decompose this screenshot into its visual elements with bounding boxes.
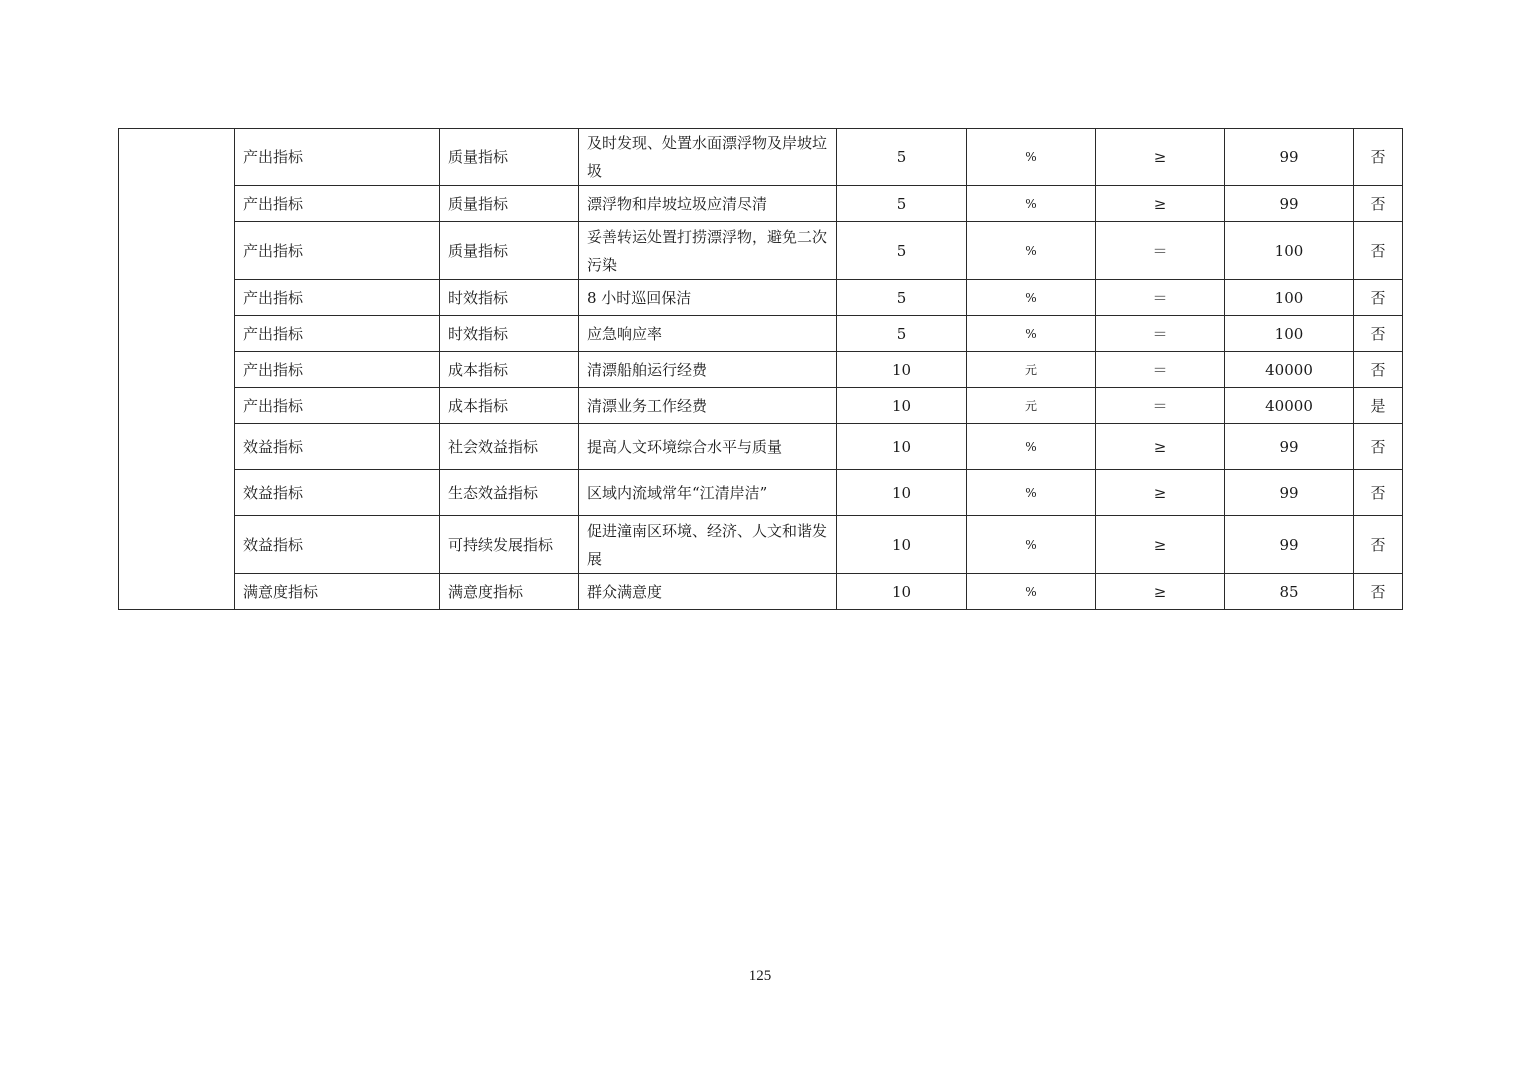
table-row xyxy=(119,186,1403,222)
unit-cell: 元 xyxy=(967,352,1096,388)
weight-cell: 10 xyxy=(837,388,967,424)
page-number: 125 xyxy=(748,968,772,984)
unit-cell: % xyxy=(967,574,1096,610)
target-value-cell: 99 xyxy=(1225,516,1354,574)
target-value-cell: 100 xyxy=(1225,280,1354,316)
target-value-cell: 40000 xyxy=(1225,352,1354,388)
operator-cell: ＝ xyxy=(1096,352,1225,388)
unit-cell: % xyxy=(967,129,1096,186)
operator-cell: ＝ xyxy=(1096,280,1225,316)
operator-cell: ＝ xyxy=(1096,316,1225,352)
flag-cell: 否 xyxy=(1354,574,1403,610)
flag-cell: 否 xyxy=(1354,352,1403,388)
level1-cell: 效益指标 xyxy=(235,424,440,470)
table-row xyxy=(119,470,1403,516)
level2-cell: 成本指标 xyxy=(440,388,579,424)
indicator-cell: 漂浮物和岸坡垃圾应清尽清 xyxy=(579,186,837,222)
operator-cell: ≥ xyxy=(1096,129,1225,186)
table-row xyxy=(119,388,1403,424)
operator-cell: ≥ xyxy=(1096,516,1225,574)
table-row xyxy=(119,222,1403,280)
weight-cell: 10 xyxy=(837,352,967,388)
operator-cell: ＝ xyxy=(1096,222,1225,280)
weight-cell: 5 xyxy=(837,129,967,186)
weight-cell: 5 xyxy=(837,316,967,352)
flag-cell: 否 xyxy=(1354,186,1403,222)
indicator-cell: 8 小时巡回保洁 xyxy=(579,280,837,316)
target-value-cell: 99 xyxy=(1225,424,1354,470)
weight-cell: 10 xyxy=(837,574,967,610)
table-row xyxy=(119,574,1403,610)
flag-cell: 否 xyxy=(1354,470,1403,516)
target-value-cell: 99 xyxy=(1225,129,1354,186)
indicator-cell: 清漂业务工作经费 xyxy=(579,388,837,424)
operator-cell: ＝ xyxy=(1096,388,1225,424)
unit-cell: % xyxy=(967,516,1096,574)
level1-cell: 产出指标 xyxy=(235,280,440,316)
table-row xyxy=(119,352,1403,388)
flag-cell: 否 xyxy=(1354,129,1403,186)
unit-cell: % xyxy=(967,222,1096,280)
table-row xyxy=(119,280,1403,316)
flag-cell: 否 xyxy=(1354,424,1403,470)
merged-blank-cell xyxy=(119,129,235,610)
table-row xyxy=(119,424,1403,470)
target-value-cell: 99 xyxy=(1225,470,1354,516)
level2-cell: 质量指标 xyxy=(440,222,579,280)
operator-cell: ≥ xyxy=(1096,470,1225,516)
unit-cell: % xyxy=(967,424,1096,470)
indicator-cell: 提高人文环境综合水平与质量 xyxy=(579,424,837,470)
level1-cell: 满意度指标 xyxy=(235,574,440,610)
level1-cell: 产出指标 xyxy=(235,129,440,186)
weight-cell: 10 xyxy=(837,470,967,516)
level1-cell: 效益指标 xyxy=(235,470,440,516)
level1-cell: 产出指标 xyxy=(235,316,440,352)
performance-indicator-table xyxy=(118,128,1403,610)
unit-cell: 元 xyxy=(967,388,1096,424)
table-row xyxy=(119,516,1403,574)
level1-cell: 产出指标 xyxy=(235,186,440,222)
operator-cell: ≥ xyxy=(1096,574,1225,610)
weight-cell: 5 xyxy=(837,280,967,316)
unit-cell: % xyxy=(967,280,1096,316)
weight-cell: 5 xyxy=(837,186,967,222)
weight-cell: 5 xyxy=(837,222,967,280)
indicator-cell: 群众满意度 xyxy=(579,574,837,610)
target-value-cell: 99 xyxy=(1225,186,1354,222)
level2-cell: 时效指标 xyxy=(440,316,579,352)
flag-cell: 否 xyxy=(1354,316,1403,352)
flag-cell: 是 xyxy=(1354,388,1403,424)
table-body xyxy=(119,129,1403,610)
operator-cell: ≥ xyxy=(1096,186,1225,222)
level2-cell: 满意度指标 xyxy=(440,574,579,610)
indicator-cell: 清漂船舶运行经费 xyxy=(579,352,837,388)
level2-cell: 质量指标 xyxy=(440,129,579,186)
target-value-cell: 100 xyxy=(1225,316,1354,352)
operator-cell: ≥ xyxy=(1096,424,1225,470)
flag-cell: 否 xyxy=(1354,222,1403,280)
target-value-cell: 100 xyxy=(1225,222,1354,280)
level1-cell: 产出指标 xyxy=(235,222,440,280)
level1-cell: 产出指标 xyxy=(235,388,440,424)
unit-cell: % xyxy=(967,316,1096,352)
indicator-cell: 及时发现、处置水面漂浮物及岸坡垃圾 xyxy=(579,129,837,186)
level2-cell: 生态效益指标 xyxy=(440,470,579,516)
level1-cell: 产出指标 xyxy=(235,352,440,388)
table-row xyxy=(119,129,1403,186)
flag-cell: 否 xyxy=(1354,516,1403,574)
weight-cell: 10 xyxy=(837,424,967,470)
target-value-cell: 40000 xyxy=(1225,388,1354,424)
table-row xyxy=(119,316,1403,352)
flag-cell: 否 xyxy=(1354,280,1403,316)
level1-cell: 效益指标 xyxy=(235,516,440,574)
level2-cell: 质量指标 xyxy=(440,186,579,222)
indicator-cell: 区域内流域常年“江清岸洁” xyxy=(579,470,837,516)
target-value-cell: 85 xyxy=(1225,574,1354,610)
level2-cell: 时效指标 xyxy=(440,280,579,316)
indicator-cell: 妥善转运处置打捞漂浮物，避免二次污染 xyxy=(579,222,837,280)
level2-cell: 可持续发展指标 xyxy=(440,516,579,574)
unit-cell: % xyxy=(967,470,1096,516)
weight-cell: 10 xyxy=(837,516,967,574)
unit-cell: % xyxy=(967,186,1096,222)
indicator-cell: 应急响应率 xyxy=(579,316,837,352)
level2-cell: 社会效益指标 xyxy=(440,424,579,470)
level2-cell: 成本指标 xyxy=(440,352,579,388)
indicator-cell: 促进潼南区环境、经济、人文和谐发展 xyxy=(579,516,837,574)
